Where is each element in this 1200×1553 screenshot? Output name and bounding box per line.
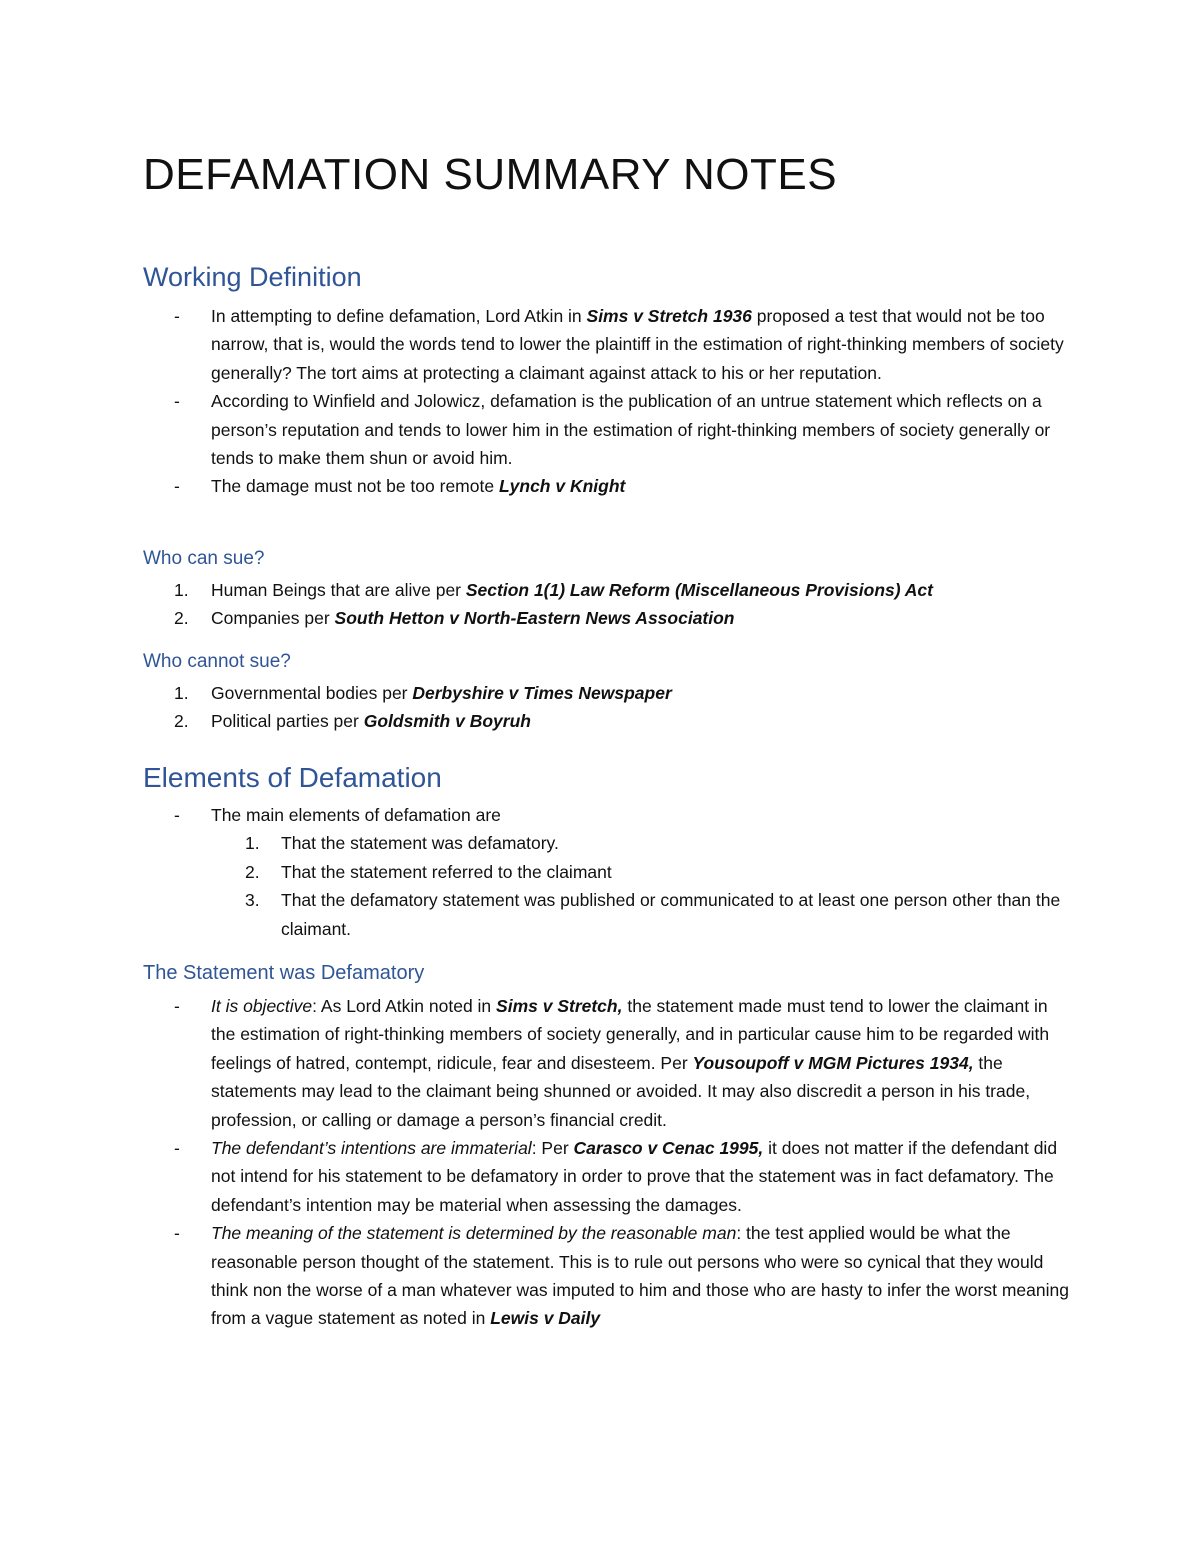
paragraph-text: It is objective: As Lord Atkin noted in Sims v Stretch, the statement made must tend to lower the claimant in the estimation of right-thinking members of society generally, and in particular cause him to be regarded with feelings of hatred, contempt, ridicule, fear and disesteem. Per Yousoupoff v MGM Pictures 1934, the statements may lead to the claimant being shunned or avoided. It may also discredit a person in his trade, profession, or calling or damage a person’s financial credit. [211,996,1050,1130]
case-citation: Derbyshire v Times Newspaper [412,683,672,703]
case-citation: Lewis v Daily [490,1308,601,1329]
list-item [174,801,1074,829]
sub-list-item [174,829,1074,857]
list-number: 1. [174,580,189,600]
bullet-marker: - [174,1138,180,1159]
paragraph-text: The damage must not be too remote Lynch v Knight [211,476,626,497]
list-item [174,679,1074,707]
bullet-marker: - [174,996,180,1016]
paragraph-text: That the statement referred to the claimant [281,861,612,882]
heading-statement-defamatory: The Statement was Defamatory [143,962,425,984]
case-citation: Carasco v Cenac 1995, [573,1138,764,1159]
working-definition-list [174,302,1074,501]
bullet-marker: - [174,391,180,412]
list-item [174,576,1074,604]
case-citation: Yousoupoff v MGM Pictures 1934, [692,1052,974,1073]
emphasis-text: It is objective [211,996,313,1016]
paragraph-text: Companies per South Hetton v North-Eastern News Association [211,608,735,629]
sub-list-item [174,858,1074,886]
list-number: 2. [174,711,189,732]
bullet-marker: - [174,805,180,825]
heading-who-cannot-sue: Who cannot sue? [143,651,291,672]
emphasis-text: The meaning of the statement is determined by the reasonable man [211,1223,737,1244]
paragraph-text: According to Winfield and Jolowicz, defamation is the publication of an untrue statement which reflects on a person’s reputation and tends to lower him in the estimation of right-thinking members of society generally or tends to make them shun or avoid him. [211,391,1051,469]
list-number: 3. [245,890,260,911]
list-item [174,604,1074,632]
heading-who-can-sue: Who can sue? [143,548,265,569]
case-citation: Sims v Stretch, [496,996,623,1016]
case-citation: South Hetton v North-Eastern News Association [334,608,735,629]
case-citation: Section 1(1) Law Reform (Miscellaneous Provisions) Act [465,580,933,600]
paragraph-text: That the defamatory statement was published or communicated to at least one person other than the claimant. [281,890,1061,939]
heading-elements-of-defamation: Elements of Defamation [143,762,442,793]
paragraph-text: Political parties per Goldsmith v Boyruh [211,711,531,732]
paragraph-text: That the statement was defamatory. [281,833,559,854]
document-title: DEFAMATION SUMMARY NOTES [143,150,838,199]
list-item [174,387,1074,472]
heading-working-definition: Working Definition [143,262,362,292]
paragraph-text: The meaning of the statement is determined by the reasonable man: the test applied would be what the reasonable person thought of the statement. This is to rule out persons who were so cynical that they would think non the worse of a man whatever was imputed to him and those who are hasty to infer the worst meaning from a vague statement as noted in Lewis v Daily [211,1223,1069,1329]
paragraph-text: In attempting to define defamation, Lord Atkin in Sims v Stretch 1936 proposed a test that would not be too narrow, that is, would the words tend to lower the plaintiff in the estimation of right-thinking members of society generally? The tort aims at protecting a claimant against attack to his or her reputation. [211,306,1064,383]
sub-list-item [174,886,1081,943]
emphasis-text: The defendant’s intentions are immaterial [211,1138,532,1159]
bullet-marker: - [174,306,180,326]
bullet-marker: - [174,1223,180,1244]
list-item [174,1134,1074,1219]
who-can-sue-list [174,576,1074,633]
paragraph-text: Human Beings that are alive per Section 1(1) Law Reform (Miscellaneous Provisions) Act [211,580,933,600]
list-item [174,707,1074,735]
elements-list [174,801,1074,943]
list-number: 2. [174,608,189,629]
statement-defamatory-list [174,992,1074,1333]
paragraph-text: The main elements of defamation are [211,805,501,825]
paragraph-text: The defendant’s intentions are immaterial: Per Carasco v Cenac 1995, it does not matter if the defendant did not intend for his statement to be defamatory in order to prove that the statement was in fact defamatory. The defendant’s intention may be material when assessing the damages. [211,1138,1058,1215]
case-citation: Goldsmith v Boyruh [363,711,531,732]
case-citation: Lynch v Knight [498,476,626,497]
list-item [174,992,1074,1134]
list-item [174,472,1074,500]
list-number: 1. [245,833,260,854]
bullet-marker: - [174,476,180,497]
who-cannot-sue-list [174,679,1074,736]
list-item [174,1219,1074,1333]
list-number: 2. [245,861,260,882]
case-citation: Sims v Stretch 1936 [586,306,752,326]
list-item [174,302,1074,387]
list-number: 1. [174,683,189,703]
paragraph-text: Governmental bodies per Derbyshire v Times Newspaper [211,683,672,703]
